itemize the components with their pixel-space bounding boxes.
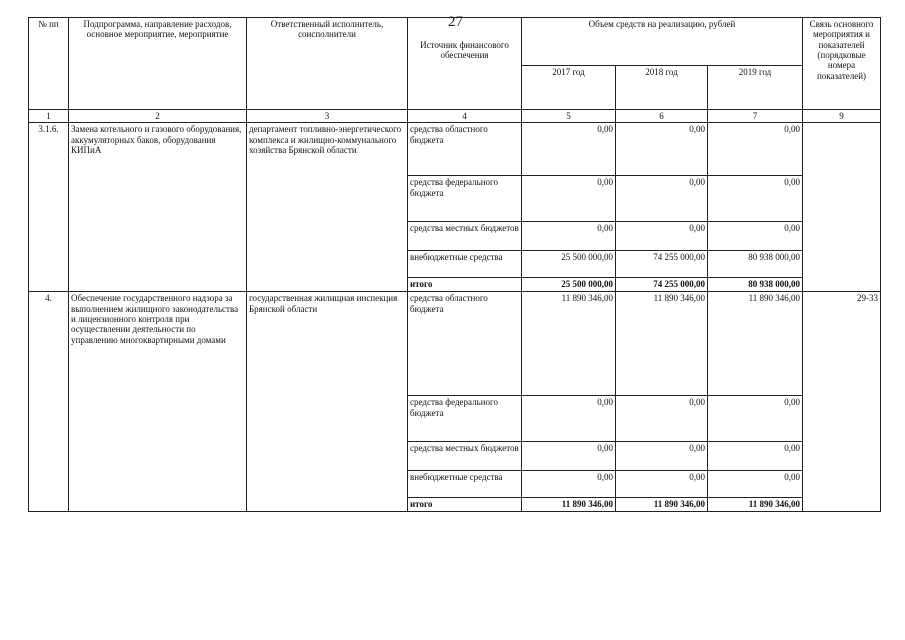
header-executor: Ответственный исполнитель, соисполнители bbox=[247, 18, 408, 110]
section-executor: департамент топливно-энергетического комплекса и жилищно-коммунального хозяйства Брянской области bbox=[247, 123, 408, 292]
column-number: 4 bbox=[408, 110, 522, 123]
value-2019: 80 938 000,00 bbox=[708, 251, 803, 278]
value-2019: 0,00 bbox=[708, 471, 803, 498]
section-indicators bbox=[803, 123, 881, 292]
column-number: 3 bbox=[247, 110, 408, 123]
value-2017: 11 890 346,00 bbox=[522, 498, 616, 512]
value-2017: 25 500 000,00 bbox=[522, 278, 616, 292]
value-2018: 0,00 bbox=[616, 176, 708, 222]
value-2017: 0,00 bbox=[522, 442, 616, 471]
value-2017: 11 890 346,00 bbox=[522, 292, 616, 396]
section-name: Обеспечение государственного надзора за выполнением жилищного законодательства и лицензионного контроля при осуществлении деятельности по управлению многоквартирными домами bbox=[69, 292, 247, 512]
header-volume: Объем средств на реализацию, рублей bbox=[522, 18, 803, 66]
value-2018: 11 890 346,00 bbox=[616, 498, 708, 512]
column-number: 5 bbox=[522, 110, 616, 123]
funding-source: средства местных бюджетов bbox=[408, 222, 522, 251]
value-2017: 0,00 bbox=[522, 396, 616, 442]
value-2018: 74 255 000,00 bbox=[616, 251, 708, 278]
section-executor: государственная жилищная инспекция Брянской области bbox=[247, 292, 408, 512]
value-2019: 11 890 346,00 bbox=[708, 498, 803, 512]
value-2017: 0,00 bbox=[522, 123, 616, 176]
funding-source: средства областного бюджета bbox=[408, 292, 522, 396]
value-2019: 80 938 000,00 bbox=[708, 278, 803, 292]
page-number: 27 bbox=[448, 14, 463, 30]
value-2019: 0,00 bbox=[708, 176, 803, 222]
value-2018: 0,00 bbox=[616, 442, 708, 471]
column-number: 6 bbox=[616, 110, 708, 123]
funding-source: средства федерального бюджета bbox=[408, 176, 522, 222]
column-number: 2 bbox=[69, 110, 247, 123]
funding-source: средства областного бюджета bbox=[408, 123, 522, 176]
value-2019: 0,00 bbox=[708, 442, 803, 471]
section-name: Замена котельного и газового оборудования, аккумуляторных баков, оборудования КИПиА bbox=[69, 123, 247, 292]
header-number: № пп bbox=[29, 18, 69, 110]
financing-table bbox=[28, 17, 881, 512]
header-year-2018: 2018 год bbox=[616, 66, 708, 110]
funding-source: внебюджетные средства bbox=[408, 251, 522, 278]
value-2017: 0,00 bbox=[522, 222, 616, 251]
funding-source: средства местных бюджетов bbox=[408, 442, 522, 471]
column-number: 1 bbox=[29, 110, 69, 123]
funding-source: внебюджетные средства bbox=[408, 471, 522, 498]
section-number: 4. bbox=[29, 292, 69, 512]
column-number: 7 bbox=[708, 110, 803, 123]
header-program: Подпрограмма, направление расходов, основное мероприятие, мероприятие bbox=[69, 18, 247, 110]
value-2017: 0,00 bbox=[522, 176, 616, 222]
value-2018: 0,00 bbox=[616, 222, 708, 251]
value-2018: 0,00 bbox=[616, 123, 708, 176]
value-2019: 11 890 346,00 bbox=[708, 292, 803, 396]
value-2017: 0,00 bbox=[522, 471, 616, 498]
funding-source: итого bbox=[408, 278, 522, 292]
value-2018: 0,00 bbox=[616, 396, 708, 442]
funding-source: итого bbox=[408, 498, 522, 512]
header-year-2019: 2019 год bbox=[708, 66, 803, 110]
value-2018: 74 255 000,00 bbox=[616, 278, 708, 292]
header-indicators-link: Связь основного мероприятия и показателей (порядковые номера показателей) bbox=[803, 18, 881, 110]
value-2019: 0,00 bbox=[708, 222, 803, 251]
column-number: 9 bbox=[803, 110, 881, 123]
value-2019: 0,00 bbox=[708, 396, 803, 442]
value-2018: 0,00 bbox=[616, 471, 708, 498]
section-indicators: 29-33 bbox=[803, 292, 881, 512]
section-number: 3.1.6. bbox=[29, 123, 69, 292]
value-2017: 25 500 000,00 bbox=[522, 251, 616, 278]
table-row bbox=[29, 292, 881, 396]
value-2018: 11 890 346,00 bbox=[616, 292, 708, 396]
header-year-2017: 2017 год bbox=[522, 66, 616, 110]
header-source: Источник финансового обеспечения bbox=[408, 18, 522, 110]
table-row bbox=[29, 123, 881, 176]
value-2019: 0,00 bbox=[708, 123, 803, 176]
funding-source: средства федерального бюджета bbox=[408, 396, 522, 442]
